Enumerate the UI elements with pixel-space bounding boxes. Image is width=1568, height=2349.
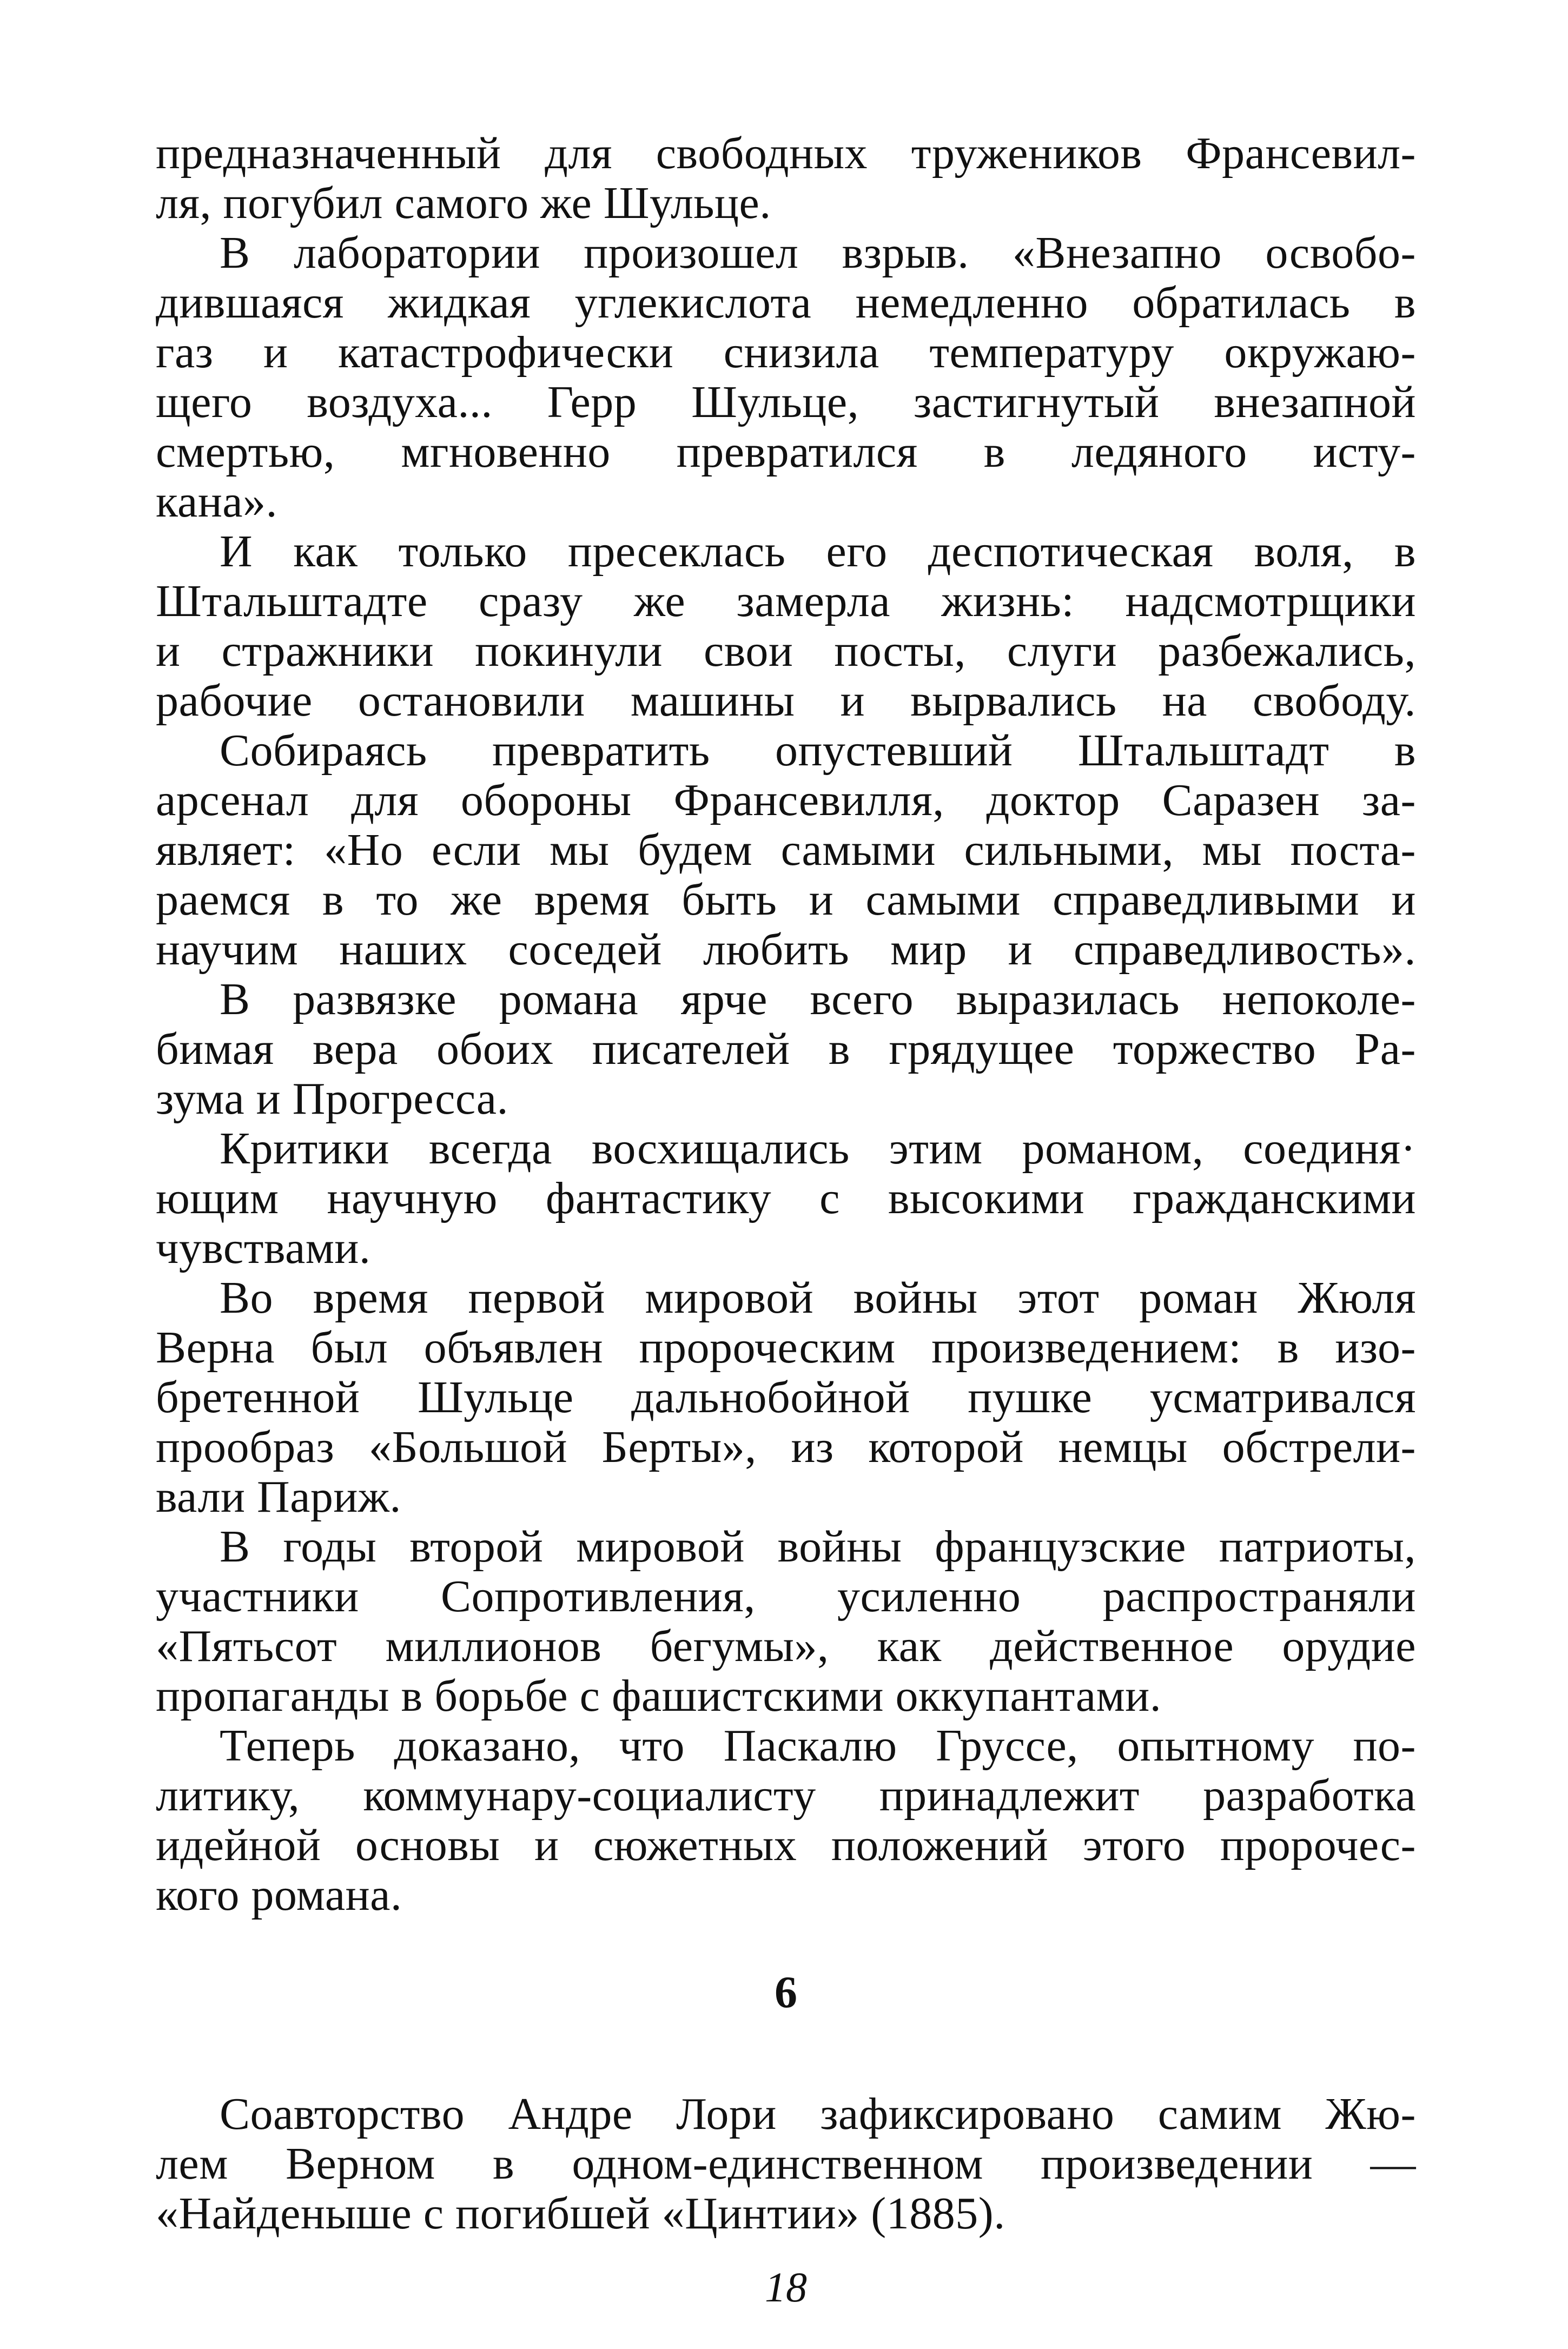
text-line: щего воздуха... Герр Шульце, застигнутый внезапной <box>156 377 1416 427</box>
text-line: Теперь доказано, что Паскалю Груссе, опытному по- <box>220 1721 1416 1771</box>
text-line: ля, погубил самого же Шульце. <box>156 178 771 228</box>
section-number: 6 <box>775 1967 797 2017</box>
text-line: пропаганды в борьбе с фашистскими оккупантами. <box>156 1671 1162 1721</box>
text-line: вали Париж. <box>156 1472 401 1522</box>
text-line: ющим научную фантастику с высокими гражданскими <box>156 1173 1416 1223</box>
text-line: И как только пресеклась его деспотическая воля, в <box>220 526 1416 577</box>
text-line: кана». <box>156 477 278 527</box>
text-line: предназначенный для свободных тружеников Франсевил- <box>156 128 1416 178</box>
text-line: Во время первой мировой войны этот роман Жюля <box>220 1273 1416 1323</box>
text-line: научим наших соседей любить мир и справедливость». <box>156 924 1416 975</box>
text-line: смертью, мгновенно превратился в ледяного исту- <box>156 427 1416 477</box>
text-line: бимая вера обоих писателей в грядущее торжество Ра- <box>156 1024 1416 1074</box>
text-line: В лаборатории произошел взрыв. «Внезапно освобо- <box>220 228 1416 278</box>
text-line: лем Верном в одном-единственном произведении — <box>156 2139 1416 2189</box>
text-line: Штальштадте сразу же замерла жизнь: надсмотрщики <box>156 576 1416 626</box>
text-line: являет: «Но если мы будем самыми сильными, мы поста- <box>156 825 1416 875</box>
text-line: дившаяся жидкая углекислота немедленно обратилась в <box>156 277 1416 328</box>
text-line: «Найденыше с погибшей «Цинтии» (1885). <box>156 2188 1005 2239</box>
text-line: Верна был объявлен пророческим произведением: в изо- <box>156 1322 1416 1373</box>
text-line: прообраз «Большой Берты», из которой немцы обстрели- <box>156 1422 1416 1472</box>
text-line: В развязке романа ярче всего выразилась непоколе- <box>220 974 1416 1024</box>
section-6-text <box>156 2089 1416 2239</box>
text-line: зума и Прогресса. <box>156 1074 508 1124</box>
text-line: литику, коммунару-социалисту принадлежит разработка <box>156 1770 1416 1821</box>
text-line: чувствами. <box>156 1223 371 1273</box>
body-text <box>156 129 1416 1920</box>
text-line: Критики всегда восхищались этим романом, соединя· <box>220 1123 1416 1174</box>
text-line: «Пятьсот миллионов бегумы», как действенное орудие <box>156 1621 1416 1671</box>
text-line: арсенал для обороны Франсевилля, доктор Саразен за- <box>156 775 1416 825</box>
page-number: 18 <box>765 2264 807 2311</box>
text-line: В годы второй мировой войны французские патриоты, <box>220 1521 1416 1572</box>
text-line: газ и катастрофически снизила температуру окружаю- <box>156 327 1416 378</box>
text-line: и стражники покинули свои посты, слуги разбежались, <box>156 626 1416 676</box>
text-line: Собираясь превратить опустевший Штальштадт в <box>220 725 1416 776</box>
book-page <box>156 128 1416 2311</box>
text-line: кого романа. <box>156 1870 402 1920</box>
text-line: участники Сопротивления, усиленно распространяли <box>156 1571 1416 1622</box>
text-line: рабочие остановили машины и вырвались на свободу. <box>156 676 1416 726</box>
text-line: раемся в то же время быть и самыми справедливыми и <box>156 875 1416 925</box>
text-line: бретенной Шульце дальнобойной пушке усматривался <box>156 1372 1416 1422</box>
text-line: Соавторство Андре Лори зафиксировано самим Жю- <box>220 2089 1416 2139</box>
text-line: идейной основы и сюжетных положений этого пророчес- <box>156 1820 1416 1870</box>
